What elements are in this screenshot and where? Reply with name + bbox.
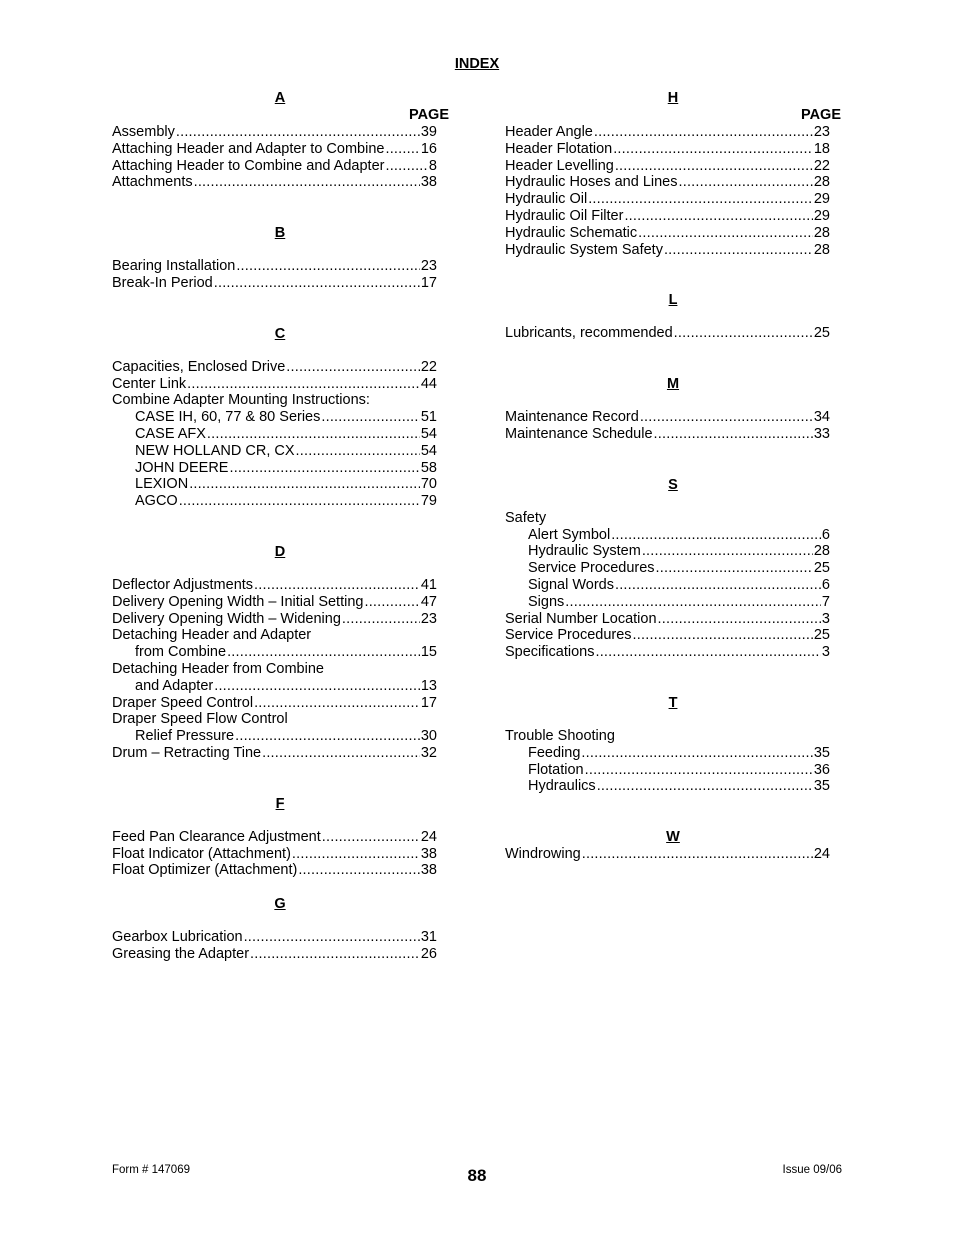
index-subentry: NEW HOLLAND CR, CX ..... 54 — [112, 443, 437, 460]
section-letter-b: B — [274, 225, 286, 242]
index-subentry: from Combine ..... 15 — [112, 644, 437, 661]
index-entry: Header Levelling ..... 22 — [505, 158, 830, 175]
section-letter-s: S — [668, 476, 678, 493]
index-entry: Attaching Header and Adapter to Combine ..... 16 — [112, 141, 437, 158]
section-letter-a: A — [274, 90, 286, 106]
index-entry: Draper Speed Control ..... 17 — [112, 695, 437, 712]
section-letter-l: L — [668, 292, 678, 309]
index-subentry: CASE AFX ..... 54 — [112, 426, 437, 443]
form-number: Form # 147069 — [112, 1164, 190, 1176]
index-entry: Hydraulic Oil ..... 29 — [505, 191, 830, 208]
index-entry: Hydraulic Schematic ..... 28 — [505, 225, 830, 242]
index-entry: Windrowing ..... 24 — [505, 846, 830, 863]
page-column-header: PAGE — [408, 107, 449, 123]
index-entry: Specifications ..... 3 — [505, 644, 830, 661]
index-subentry: Feeding ..... 35 — [505, 745, 830, 762]
index-entry: Float Optimizer (Attachment) ..... 38 — [112, 862, 437, 879]
index-subentry: JOHN DEERE ..... 58 — [112, 460, 437, 477]
index-entry: Hydraulic Oil Filter ..... 29 — [505, 208, 830, 225]
index-entry: Feed Pan Clearance Adjustment ..... 24 — [112, 829, 437, 846]
index-entry: Service Procedures ..... 25 — [505, 627, 830, 644]
index-column-right — [505, 90, 841, 863]
index-column-left — [112, 90, 449, 963]
index-subentry: Hydraulic System ..... 28 — [505, 543, 830, 560]
index-entry: Maintenance Record ..... 34 — [505, 409, 830, 426]
section-letter-t: T — [668, 694, 678, 711]
section-letter-c: C — [274, 325, 286, 342]
index-entry: Break-In Period ..... 17 — [112, 275, 437, 292]
index-entry: Attaching Header to Combine and Adapter ..... 8 — [112, 158, 437, 175]
section-letter-m: M — [666, 376, 680, 393]
index-entry: Delivery Opening Width – Widening ..... 23 — [112, 611, 437, 628]
index-entry: Float Indicator (Attachment) ..... 38 — [112, 846, 437, 863]
index-entry: Drum – Retracting Tine ..... 32 — [112, 745, 437, 762]
section-letter-h: H — [667, 90, 679, 106]
index-entry: Gearbox Lubrication ..... 31 — [112, 929, 437, 946]
index-subentry: and Adapter ..... 13 — [112, 678, 437, 695]
section-letter-d: D — [274, 543, 286, 560]
index-subentry: Signs ..... 7 — [505, 594, 830, 611]
index-entry: Hydraulic Hoses and Lines ..... 28 — [505, 174, 830, 191]
index-subentry: CASE IH, 60, 77 & 80 Series ..... 51 — [112, 409, 437, 426]
index-entry: Hydraulic System Safety ..... 28 — [505, 242, 830, 259]
index-subentry: Service Procedures ..... 25 — [505, 560, 830, 577]
index-entry: Greasing the Adapter ..... 26 — [112, 946, 437, 963]
index-entry: Lubricants, recommended ..... 25 — [505, 325, 830, 342]
issue-date: Issue 09/06 — [782, 1164, 842, 1176]
index-entry-heading: Trouble Shooting — [505, 727, 615, 744]
index-entry: Maintenance Schedule ..... 33 — [505, 426, 830, 443]
index-subentry: Signal Words ..... 6 — [505, 577, 830, 594]
index-entry: Serial Number Location ..... 3 — [505, 611, 830, 628]
index-subentry: Alert Symbol ..... 6 — [505, 527, 830, 544]
index-subentry: AGCO ..... 79 — [112, 493, 437, 510]
index-entry-heading: Combine Adapter Mounting Instructions: — [112, 392, 370, 409]
index-entry: Capacities, Enclosed Drive ..... 22 — [112, 359, 437, 376]
page-column-header: PAGE — [800, 107, 841, 123]
index-subentry: Relief Pressure ..... 30 — [112, 728, 437, 745]
index-entry: Delivery Opening Width – Initial Setting ..... 47 — [112, 594, 437, 611]
index-entry-heading: Safety — [505, 509, 547, 526]
index-entry-heading: Draper Speed Flow Control — [112, 711, 288, 728]
index-entry: Attachments ..... 38 — [112, 174, 437, 191]
index-entry: Header Angle ..... 23 — [505, 124, 830, 141]
section-letter-g: G — [274, 896, 286, 913]
index-title: INDEX — [454, 56, 500, 72]
section-letter-f: F — [275, 795, 285, 812]
index-subentry: Hydraulics ..... 35 — [505, 778, 830, 795]
index-entry: Bearing Installation ..... 23 — [112, 258, 437, 275]
index-entry-heading: Detaching Header and Adapter — [112, 627, 312, 644]
index-entry: Deflector Adjustments ..... 41 — [112, 577, 437, 594]
index-subentry: LEXION ..... 70 — [112, 476, 437, 493]
index-entry: Assembly ..... 39 — [112, 124, 437, 141]
index-subentry: Flotation ..... 36 — [505, 762, 830, 779]
page-number: 88 — [467, 1166, 487, 1185]
section-letter-w: W — [666, 829, 680, 846]
index-entry: Center Link ..... 44 — [112, 376, 437, 393]
index-entry: Header Flotation ..... 18 — [505, 141, 830, 158]
index-entry-heading: Detaching Header from Combine — [112, 660, 324, 677]
